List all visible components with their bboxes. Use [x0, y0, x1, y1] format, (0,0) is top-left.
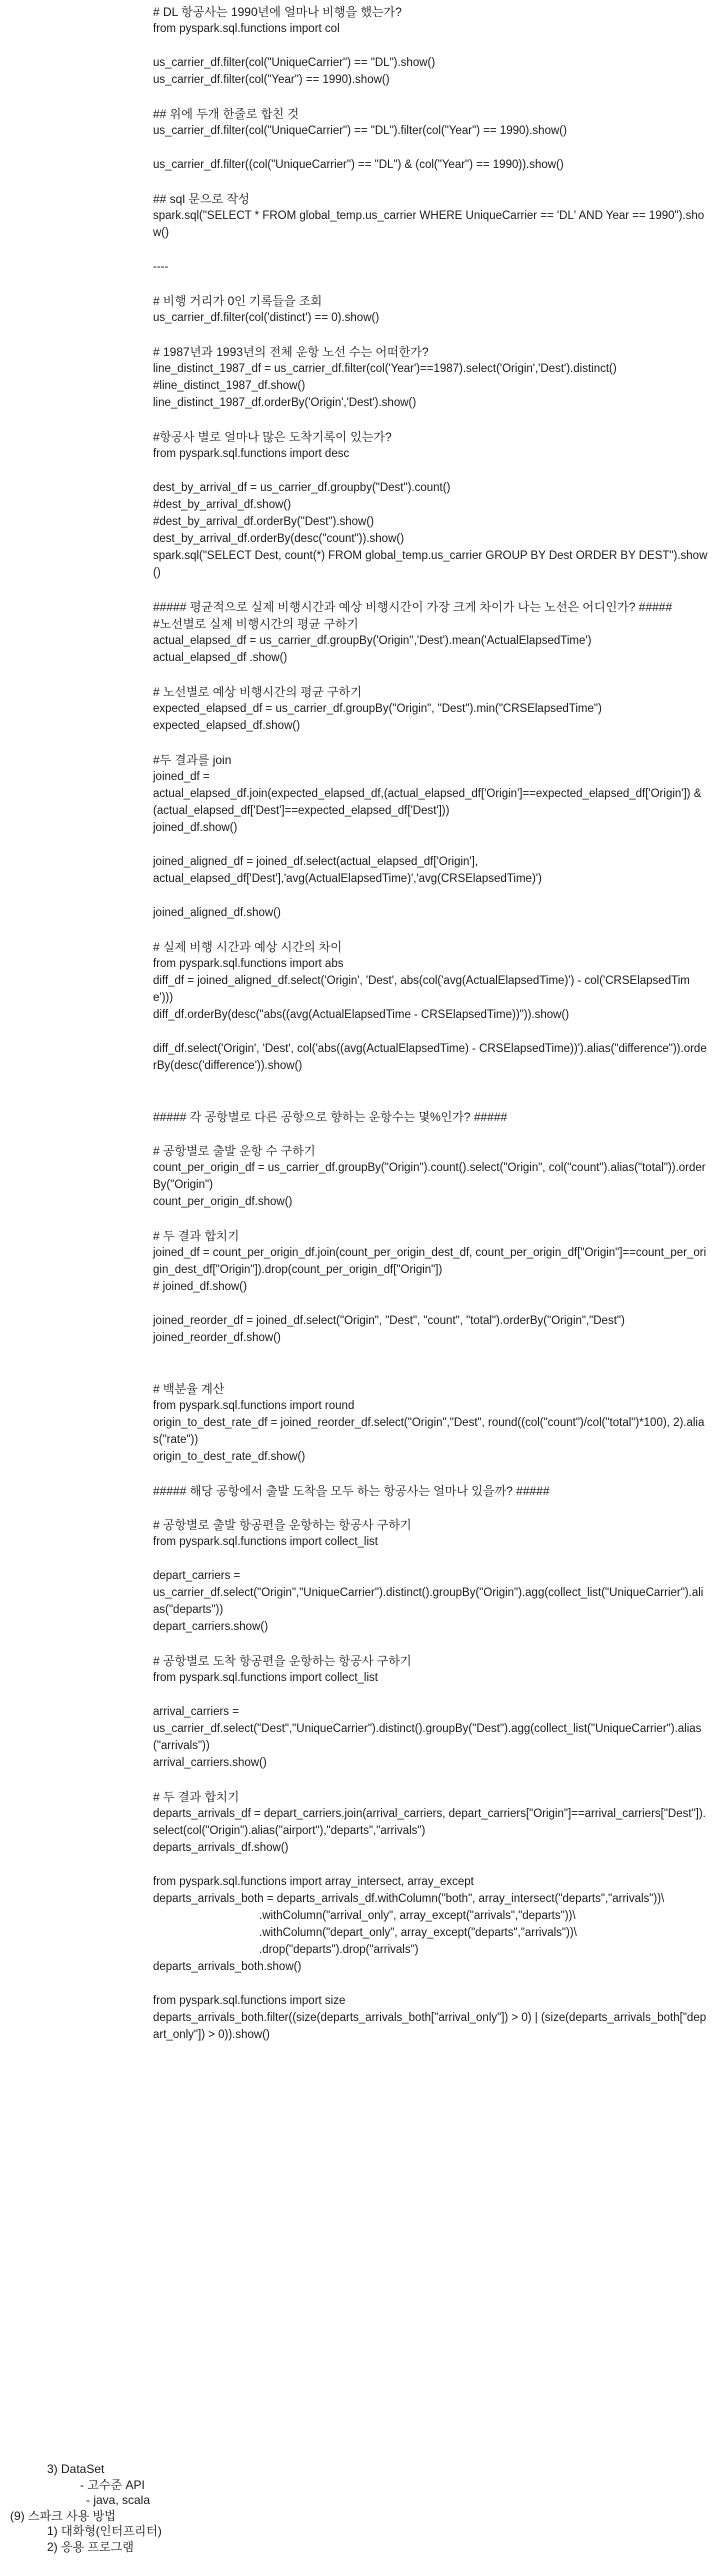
blank-line — [153, 412, 709, 429]
code-line: joined_df.show() — [153, 822, 238, 834]
code-comment-line: #두 결과를 join — [153, 753, 232, 767]
code-comment-line: #노선별로 실제 비행시간의 평균 구하기 — [153, 617, 359, 631]
outline-list — [0, 2462, 716, 2555]
code-comment-line: # 실제 비행 시간과 예상 시간의 차이 — [153, 940, 342, 954]
code-line: departs_arrivals_both.show() — [153, 1961, 302, 1973]
code-line: joined_aligned_df.show() — [153, 907, 281, 919]
code-line: joined_reorder_df = joined_df.select("Origin", "Dest", "count", "total").orderBy("Origin","Dest") — [153, 1315, 625, 1327]
code-line: #dest_by_arrival_df.orderBy("Dest").show() — [153, 516, 374, 528]
code-line: actual_elapsed_df = us_carrier_df.groupBy('Origin'','Dest').mean('ActualElapsedTime') — [153, 635, 592, 647]
blank-line — [153, 1500, 709, 1517]
code-line: actual_elapsed_df .show() — [153, 652, 288, 664]
code-line: arrival_carriers = — [153, 1706, 239, 1718]
blank-line — [153, 174, 709, 191]
code-line: departs_arrivals_df.show() — [153, 1842, 289, 1854]
code-line: actual_elapsed_df['Dest'],'avg(ActualElapsedTime)','avg(CRSElapsedTime)') — [153, 873, 542, 885]
code-line: origin_to_dest_rate_df = joined_reorder_df.select("Origin","Dest", round((col("count")/col("total")*100), 2).alias("rate")) — [153, 1417, 705, 1446]
outline-item: 3) DataSet — [47, 2462, 105, 2476]
blank-line — [153, 888, 709, 905]
blank-line — [153, 1636, 709, 1653]
code-comment-line: # DL 항공사는 1990년에 얼마나 비행을 했는가? — [153, 5, 402, 19]
blank-line — [153, 1347, 709, 1381]
code-comment-line: # 공항별로 출발 항공편을 운항하는 항공사 구하기 — [153, 1518, 412, 1532]
code-line: count_per_origin_df.show() — [153, 1196, 293, 1208]
code-line: dest_by_arrival_df = us_carrier_df.groupby("Dest").count() — [153, 482, 451, 494]
blank-line — [153, 667, 709, 684]
blank-line — [153, 1075, 709, 1109]
code-line: from pyspark.sql.functions import collect_list — [153, 1672, 378, 1684]
code-line: from pyspark.sql.functions import array_intersect, array_except — [153, 1876, 474, 1888]
code-line: actual_elapsed_df.join(expected_elapsed_df,(actual_elapsed_df['Origin']==expected_elapsed_df['Origin']) & (actual_elapsed_df['Dest']==expected_elapsed_df['Dest'])) — [153, 788, 705, 817]
code-comment-line: # 노선별로 예상 비행시간의 평균 구하기 — [153, 685, 362, 699]
blank-line — [153, 1024, 709, 1041]
blank-line — [153, 735, 709, 752]
outline-item: (9) 스파크 사용 방법 — [10, 2508, 116, 2523]
code-line: spark.sql("SELECT Dest, count(*) FROM global_temp.us_carrier GROUP BY Dest ORDER BY DEST").show() — [153, 550, 708, 579]
code-line: ---- — [153, 261, 169, 273]
code-comment-line: ##### 해당 공항에서 출발 도착을 모두 하는 항공사는 얼마나 있을까? ##### — [153, 1484, 550, 1498]
code-line: count_per_origin_df = us_carrier_df.groupBy("Origin").count().select("Origin", col("count").alias("total")).orderBy("Origin") — [153, 1162, 706, 1191]
code-comment-line: ##### 각 공항별로 다른 공항으로 향하는 운항수는 몇%인가? ##### — [153, 1110, 508, 1124]
code-line: line_distinct_1987_df = us_carrier_df.filter(col('Year')==1987).select('Origin','Dest').distinct() — [153, 363, 617, 375]
code-line: diff_df = joined_aligned_df.select('Origin', 'Dest', abs(col('avg(ActualElapsedTime)') - col('CRSElapsedTime'))) — [153, 975, 690, 1004]
blank-line — [153, 38, 709, 55]
code-line: from pyspark.sql.functions import round — [153, 1400, 355, 1412]
blank-line — [153, 1211, 709, 1228]
code-comment-line: # 두 결과 합치기 — [153, 1229, 240, 1243]
blank-line — [153, 1126, 709, 1143]
blank-line — [153, 922, 709, 939]
code-comment-line: ## sql 문으로 작성 — [153, 192, 250, 206]
code-line: depart_carriers = — [153, 1570, 241, 1582]
code-line: .drop("departs").drop("arrivals") — [259, 1944, 419, 1956]
code-line: joined_df = — [153, 771, 210, 783]
code-line: origin_to_dest_rate_df.show() — [153, 1451, 306, 1463]
code-block — [153, 4, 709, 2044]
blank-line — [153, 89, 709, 106]
code-line: joined_reorder_df.show() — [153, 1332, 281, 1344]
blank-line — [153, 276, 709, 293]
code-line: us_carrier_df.select("Dest","UniqueCarrier").distinct().groupBy("Dest").agg(collect_list("UniqueCarrier").alias("arrivals")) — [153, 1723, 702, 1752]
code-line: dest_by_arrival_df.orderBy(desc("count")).show() — [153, 533, 405, 545]
code-comment-line: # 공항별로 도착 항공편을 운항하는 항공사 구하기 — [153, 1654, 412, 1668]
blank-line — [153, 1857, 709, 1874]
code-line: departs_arrivals_both.filter((size(departs_arrivals_both["arrival_only"]) > 0) | (size(departs_arrivals_both["depart_only"]) > 0)).show() — [153, 2012, 707, 2041]
code-line: #dest_by_arrival_df.show() — [153, 499, 292, 511]
code-line: from pyspark.sql.functions import desc — [153, 448, 350, 460]
blank-line — [153, 327, 709, 344]
code-comment-line: # 백분율 계산 — [153, 1382, 225, 1396]
code-line: from pyspark.sql.functions import collect_list — [153, 1536, 378, 1548]
blank-line — [153, 140, 709, 157]
outline-item: - java, scala — [86, 2493, 151, 2507]
blank-line — [153, 837, 709, 854]
outline-item: - 고수준 API — [80, 2477, 145, 2492]
code-line: us_carrier_df.filter(col("UniqueCarrier") == "DL").filter(col("Year") == 1990).show() — [153, 125, 567, 137]
code-line: departs_arrivals_df = depart_carriers.join(arrival_carriers, depart_carriers["Origin"]==arrival_carriers["Dest"]).select(col("Origin").alias("airport"),"departs","arrivals") — [153, 1808, 706, 1837]
code-line: .withColumn("depart_only", array_except("departs","arrivals"))\ — [259, 1927, 577, 1939]
blank-line — [153, 1976, 709, 1993]
code-comment-line: # 1987년과 1993년의 전체 운항 노선 수는 어떠한가? — [153, 345, 429, 359]
code-line: from pyspark.sql.functions import abs — [153, 958, 344, 970]
blank-line — [153, 1296, 709, 1313]
outline-item: 2) 응용 프로그램 — [47, 2539, 134, 2554]
blank-line — [153, 1466, 709, 1483]
code-comment-line: # 두 결과 합치기 — [153, 1790, 240, 1804]
code-comment-line: ##### 평균적으로 실제 비행시간과 예상 비행시간이 가장 크게 차이가 나는 노선은 어디인가? ##### — [153, 600, 673, 614]
code-line: depart_carriers.show() — [153, 1621, 269, 1633]
code-line: .withColumn("arrival_only", array_except("arrivals","departs"))\ — [259, 1910, 576, 1922]
blank-line — [153, 1772, 709, 1789]
code-line: spark.sql("SELECT * FROM global_temp.us_carrier WHERE UniqueCarrier == 'DL' AND Year == 1990").show() — [153, 210, 705, 239]
code-line: joined_df = count_per_origin_df.join(count_per_origin_dest_df, count_per_origin_df["Origin"]==count_per_origin_dest_df["Origin"]).drop(count_per_origin_df["Origin"]) — [153, 1247, 707, 1276]
code-line: departs_arrivals_both = departs_arrivals_df.withColumn("both", array_intersect("departs","arrivals"))\ — [153, 1893, 665, 1905]
code-line: us_carrier_df.filter(col("Year") == 1990).show() — [153, 74, 390, 86]
code-comment-line: # 비행 거리가 0인 기록들을 조회 — [153, 294, 323, 308]
code-line: line_distinct_1987_df.orderBy('Origin','Dest').show() — [153, 397, 417, 409]
blank-line — [153, 1551, 709, 1568]
code-line: from pyspark.sql.functions import size — [153, 1995, 346, 2007]
code-line: us_carrier_df.filter(col("UniqueCarrier") == "DL").show() — [153, 57, 436, 69]
code-comment-line: ## 위에 두개 한줄로 합친 것 — [153, 107, 299, 121]
code-line: from pyspark.sql.functions import col — [153, 23, 340, 35]
code-line: diff_df.select('Origin', 'Dest', col('abs((avg(ActualElapsedTime) - CRSElapsedTime))').alias("difference")).orderBy(desc('difference')).show() — [153, 1043, 707, 1072]
code-line: us_carrier_df.select("Origin","UniqueCarrier").distinct().groupBy("Origin").agg(collect_list("UniqueCarrier").alias("departs")) — [153, 1587, 704, 1616]
code-comment-line: #항공사 별로 얼마나 많은 도착기록이 있는가? — [153, 430, 392, 444]
code-line: us_carrier_df.filter(col('distinct') == 0).show() — [153, 312, 380, 324]
code-line: # joined_df.show() — [153, 1281, 247, 1293]
blank-line — [153, 463, 709, 480]
code-line: joined_aligned_df = joined_df.select(actual_elapsed_df['Origin'], — [153, 856, 479, 868]
code-line: expected_elapsed_df.show() — [153, 720, 301, 732]
code-line: arrival_carriers.show() — [153, 1757, 267, 1769]
blank-line — [153, 1687, 709, 1704]
blank-line — [153, 242, 709, 259]
blank-line — [153, 582, 709, 599]
code-line: diff_df.orderBy(desc("abs((avg(ActualElapsedTime - CRSElapsedTime))")).show() — [153, 1009, 570, 1021]
code-line: expected_elapsed_df = us_carrier_df.groupBy("Origin", "Dest").min("CRSElapsedTime") — [153, 703, 602, 715]
outline-item: 1) 대화형(인터프리터) — [47, 2524, 162, 2538]
code-line: us_carrier_df.filter((col("UniqueCarrier") == "DL") & (col("Year") == 1990)).show() — [153, 159, 564, 171]
code-line: #line_distinct_1987_df.show() — [153, 380, 306, 392]
code-comment-line: # 공항별로 출발 운항 수 구하기 — [153, 1144, 316, 1158]
